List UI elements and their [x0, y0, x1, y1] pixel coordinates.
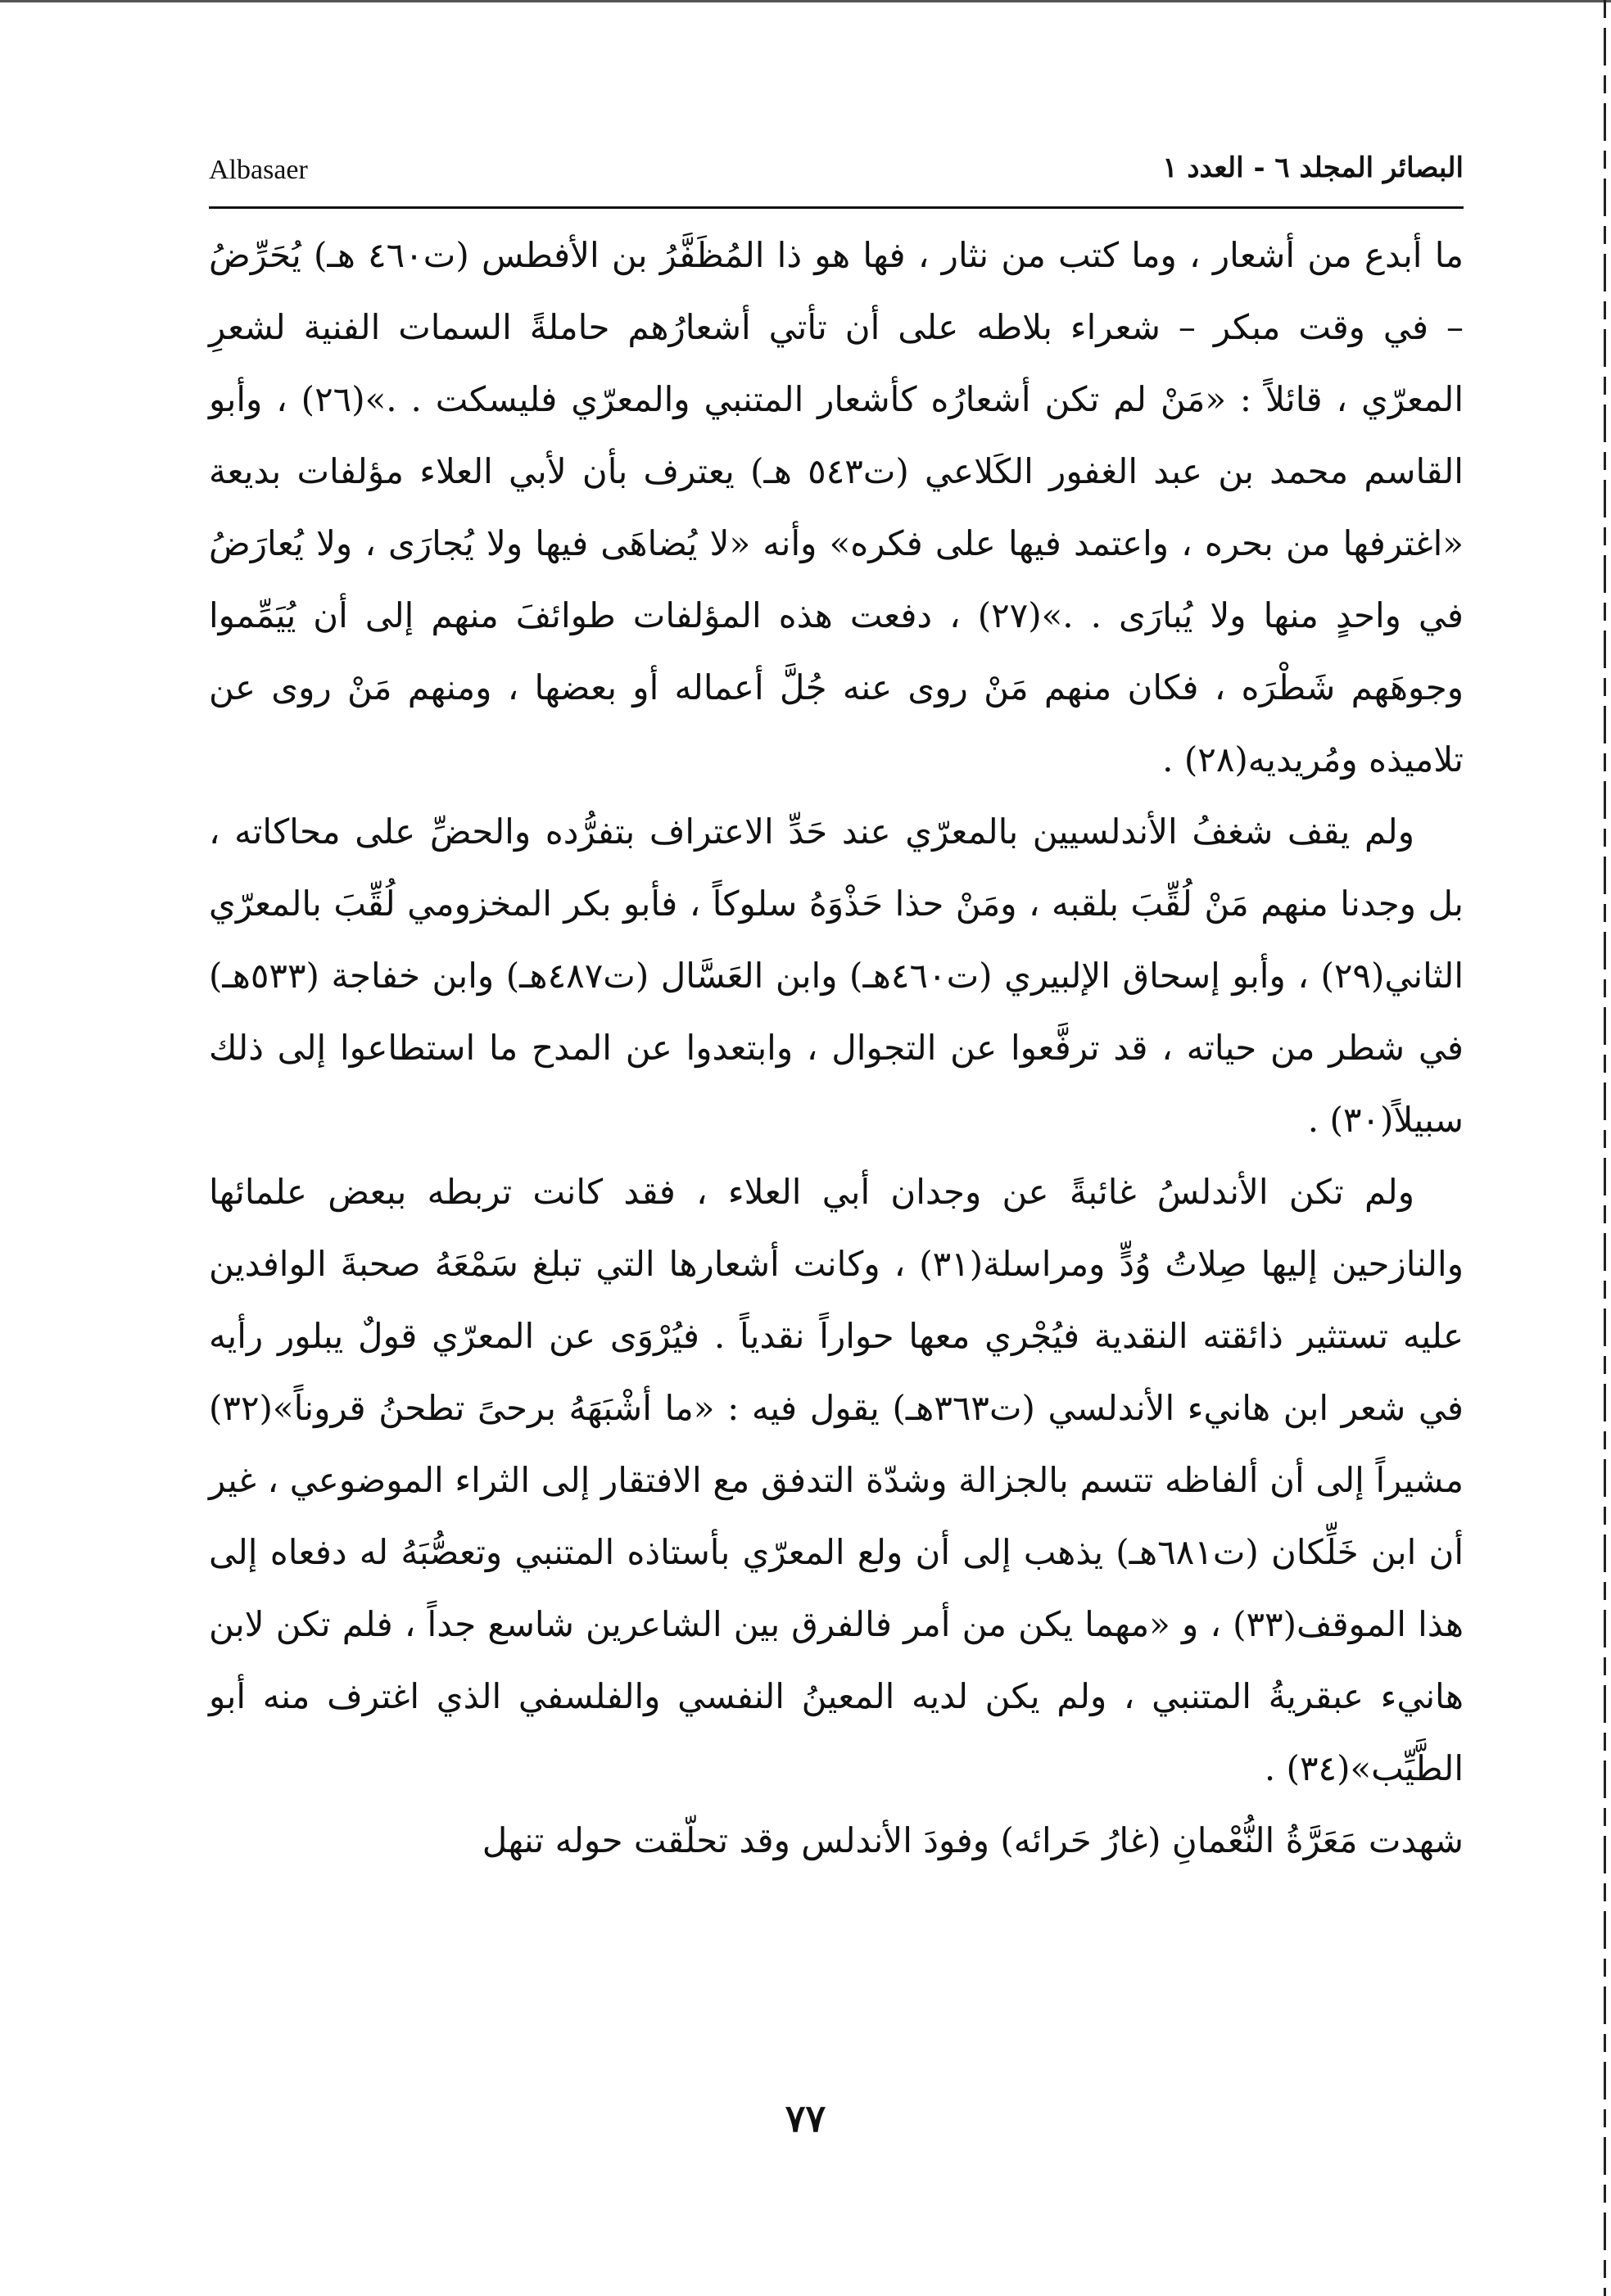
page-number: ٧٧ — [785, 2096, 826, 2140]
paragraph: ولم يقف شغفُ الأندلسيين بالمعرّي عند حَدِّ الاعتراف بتفرُّده والحضِّ على محاكاته ، بل وجدنا منهم مَنْ لُقِّبَ بلقبه ، ومَنْ حذا حَذْوَهُ سلوكاً ، فأبو بكر المخزومي لُقِّبَ بالمعرّي الثاني(٢٩) ، وأبو إسحاق الإلبيري (ت٤٦٠هـ) وابن العَسَّال (ت٤٨٧هـ) وابن خفاجة (٥٣٣هـ) في شطر من حياته ، قد ترفَّعوا عن التجوال ، وابتعدوا عن المدح ما استطاعوا إلى ذلك سبيلاً(٣٠) . — [209, 811, 1464, 1140]
journal-latin-title: Albasaer — [209, 155, 308, 185]
paragraph: ولم تكن الأندلسُ غائبةً عن وجدان أبي العلاء ، فقد كانت تربطه ببعض علمائها والنازحين إليها صِلاتُ وُدٍّ ومراسلة(٣١) ، وكانت أشعارها التي تبلغ سَمْعَهُ صحبةَ الوافدين عليه تستثير ذائقته النقدية فيُجْري معها حواراً نقدياً . فيُرْوَى عن المعرّي قولٌ يبلور رأيه في شعر ابن هانيء الأندلسي (ت٣٦٣هـ) يقول فيه : «ما أشْبَهَهُ برحىً تطحنُ قروناً»(٣٢) مشيراً إلى أن ألفاظه تتسم بالجزالة وشدّة التدفق مع الافتقار إلى الثراء الموضوعي ، غير أن ابن خَلِّكان (ت٦٨١هـ) يذهب إلى أن ولع المعرّي بأستاذه المتنبي وتعصُّبَهُ له دفعاه إلى هذا الموقف(٣٣) ، و «مهما يكن من أمر فالفرق بين الشاعرين شاسع جداً ، فلم تكن لابن هانيء عبقريةُ المتنبي ، ولم يكن لديه المعينُ النفسي والفلسفي الذي اغترف منه أبو الطَّيِّب»(٣٤) . — [209, 1172, 1464, 1788]
header-rule — [209, 206, 1464, 209]
journal-arabic-title: البصائر المجلد ٦ - العدد ١ — [1162, 151, 1464, 184]
running-header — [209, 150, 1464, 199]
paragraph: شهدت مَعَرَّةُ النُّعْمانِ (غارُ حَرائه) وفودَ الأندلس وقد تحلّقت حوله تنهل — [482, 1820, 1464, 1860]
scan-edge-right — [1604, 0, 1606, 2296]
scan-edge-top — [0, 0, 1611, 2]
article-body — [209, 219, 1464, 1877]
paragraph: ما أبدع من أشعار ، وما كتب من نثار ، فها هو ذا المُظَفَّرُ بن الأفطس (ت٤٦٠ هـ) يُحَرِّضُ – في وقت مبكر – شعراء بلاطه على أن تأتي أشعارُهم حاملةً السمات الفنية لشعرِ المعرّي ، قائلاً : «مَنْ لم تكن أشعارُه كأشعار المتنبي والمعرّي فليسكت . .»(٢٦) ، وأبو القاسم محمد بن عبد الغفور الكَلاعي (ت٥٤٣ هـ) يعترف بأن لأبي العلاء مؤلفات بديعة «اغترفها من بحره ، واعتمد فيها على فكره» وأنه «لا يُضاهَى فيها ولا يُجارَى ، ولا يُعارَضُ في واحدٍ منها ولا يُبارَى . .»(٢٧) ، دفعت هذه المؤلفات طوائفَ منهم إلى أن يُيَمِّموا وجوهَهم شَطْرَه ، فكان منهم مَنْ روى عنه جُلَّ أعماله أو بعضها ، ومنهم مَنْ روى عن تلاميذه ومُريديه(٢٨) . — [209, 235, 1464, 780]
